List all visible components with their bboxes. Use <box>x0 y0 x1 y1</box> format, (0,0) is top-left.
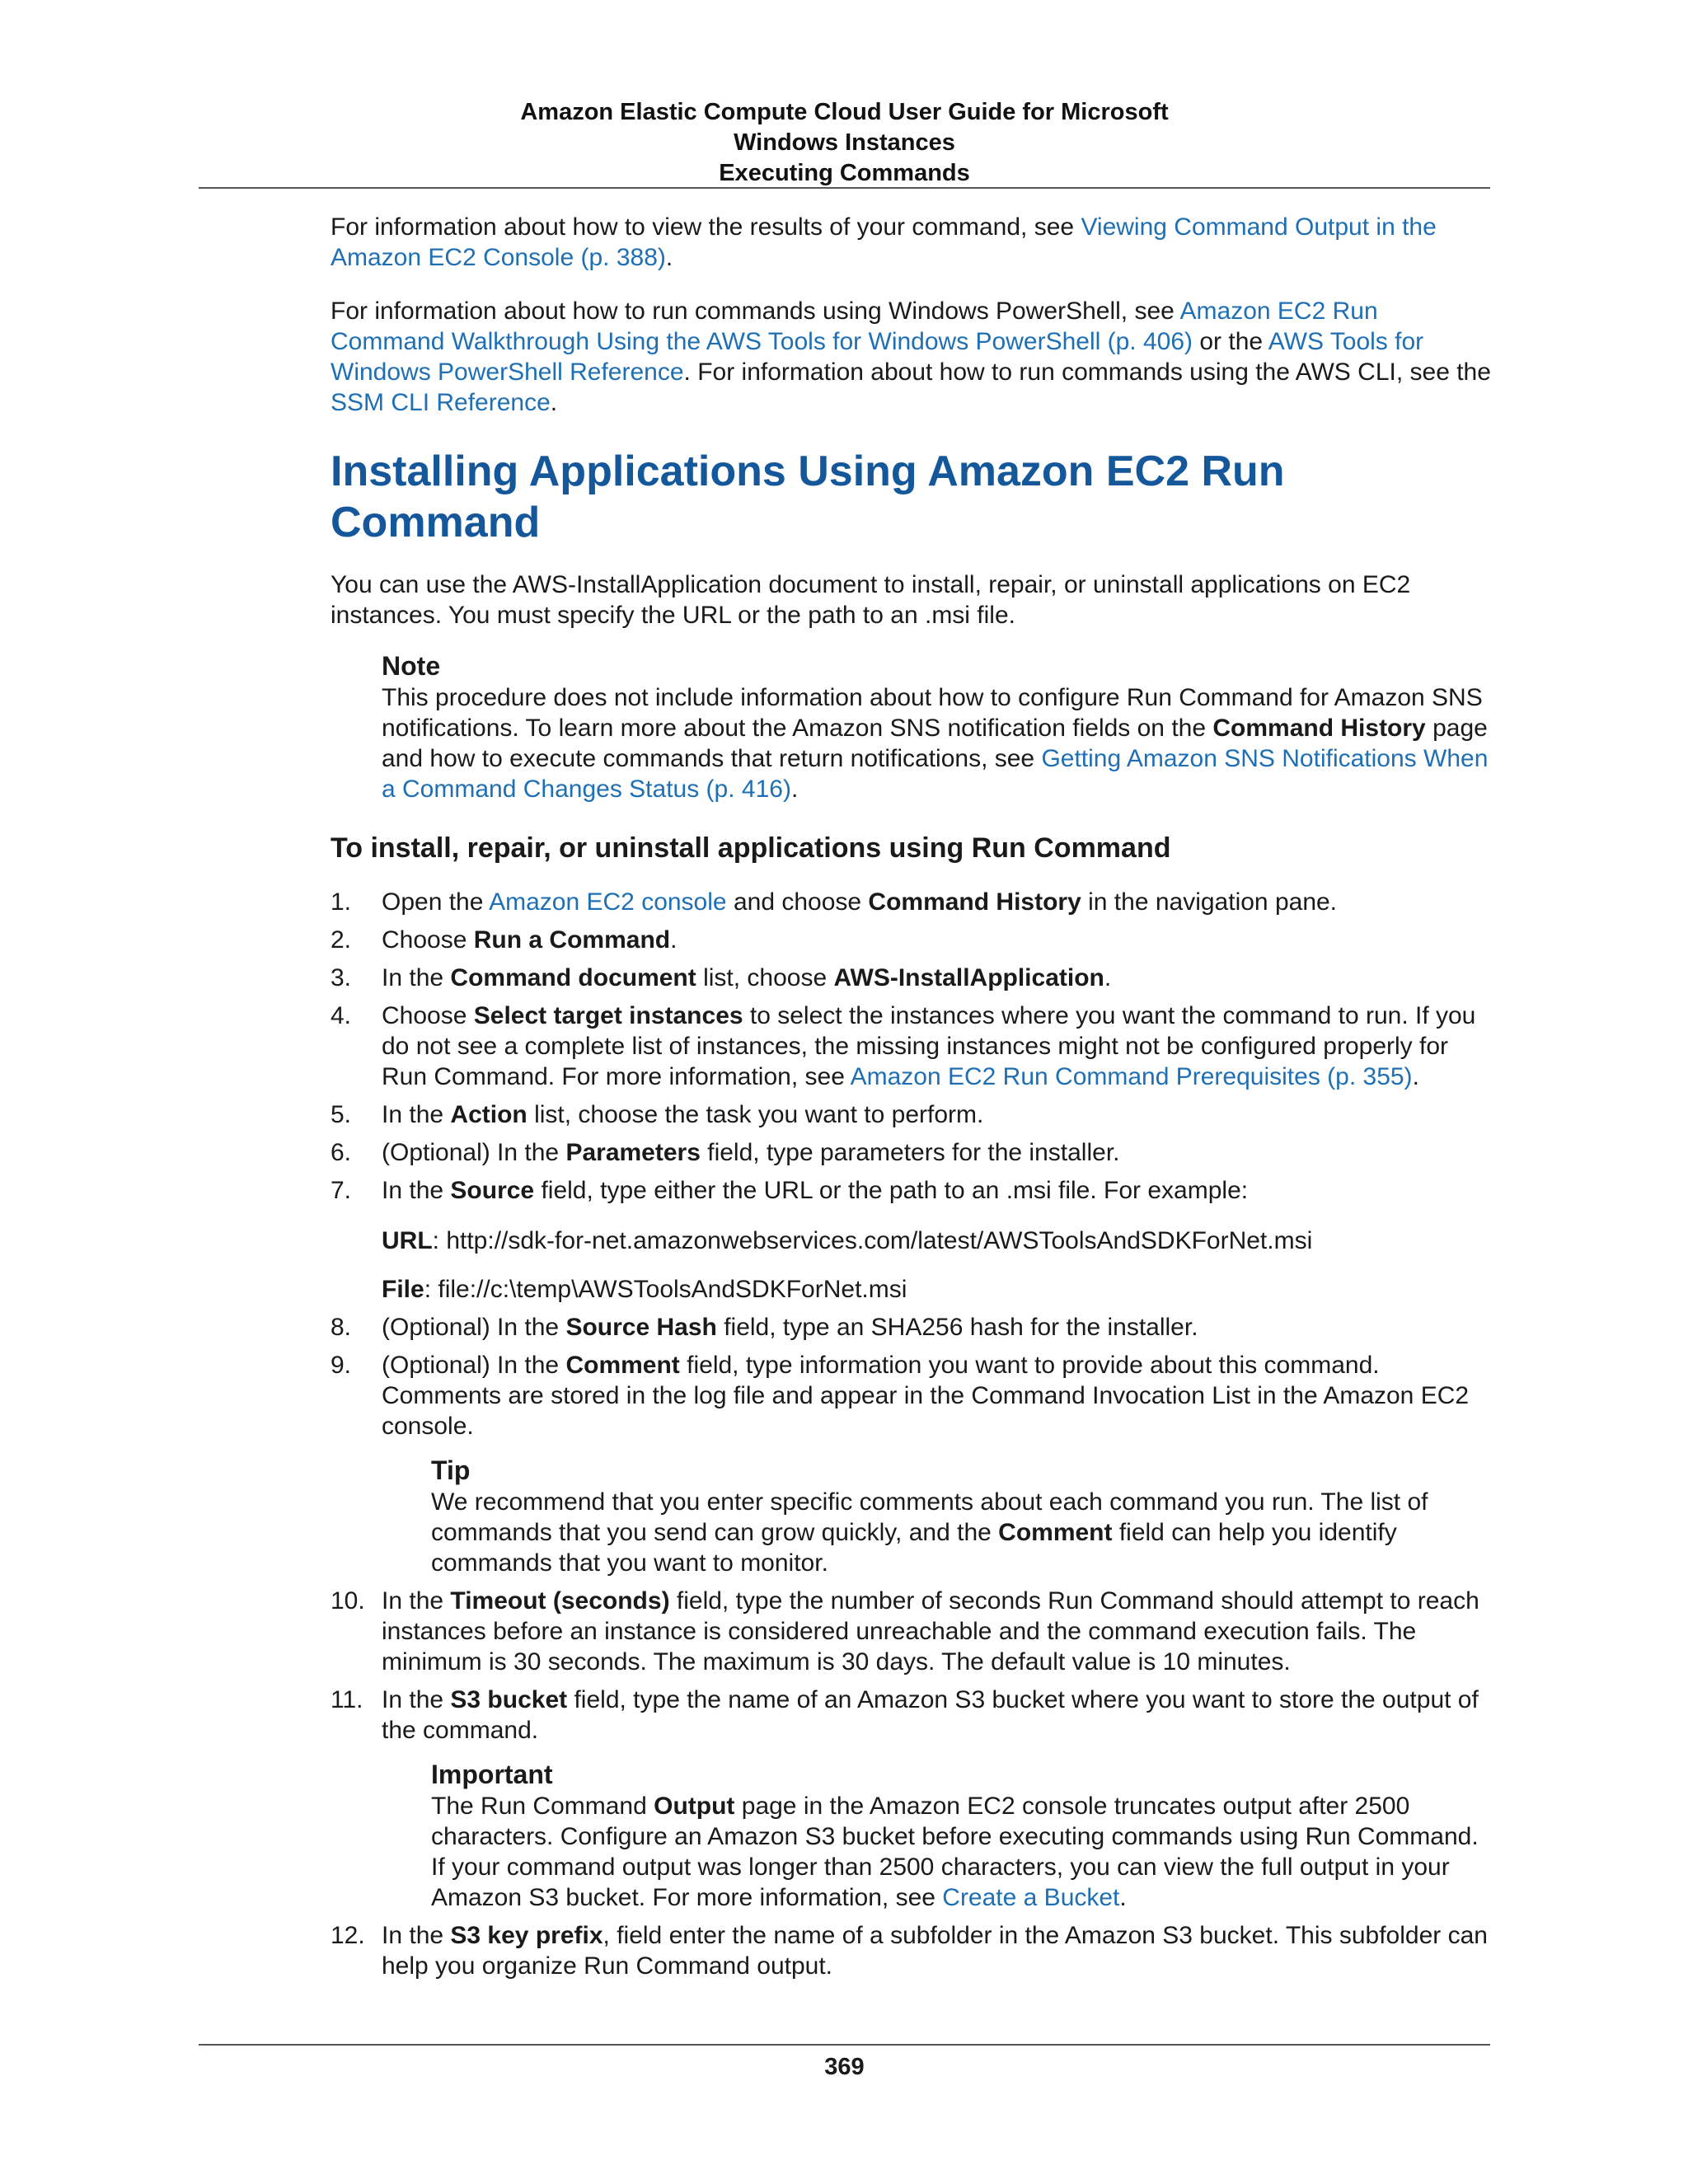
link-ec2-console[interactable]: Amazon EC2 console <box>489 888 727 916</box>
step-number: 9. <box>331 1352 352 1379</box>
step-number: 8. <box>331 1314 352 1341</box>
step-4 <box>331 1001 1493 1092</box>
section-body: You can use the AWS-InstallApplication document to install, repair, or uninstall applications on EC2 instances. You must specify the URL or the path to an .msi file. <box>331 571 1411 629</box>
important-text <box>431 1791 1493 1913</box>
step-number: 5. <box>331 1101 352 1128</box>
text: (Optional) In the <box>382 1314 566 1341</box>
text: Choose <box>382 926 474 954</box>
tip-box <box>431 1455 1493 1578</box>
bold-term: Command History <box>1212 715 1426 742</box>
text: . <box>790 776 799 803</box>
step-1 <box>331 887 1493 917</box>
text: (Optional) In the <box>382 1352 566 1379</box>
text: In the <box>382 1922 451 1949</box>
text: This procedure does not include information about how to configure Run Command for Amazon SNS notifications. To learn more about the Amazon SNS notification fields on the <box>382 684 1483 742</box>
header-guide-subtitle: Windows Instances <box>734 129 955 156</box>
step-number: 1. <box>331 888 352 916</box>
step-9 <box>331 1350 1493 1578</box>
text: field, type an SHA256 hash for the installer. <box>716 1314 1198 1341</box>
text: For information about how to view the results of your command, see <box>331 213 1081 241</box>
text: We recommend that you enter specific comments about each command you run. The list of commands that you send can grow quickly, and the <box>431 1488 1428 1546</box>
step-number: 11. <box>331 1686 363 1713</box>
text: to select the instances where you want the command to run. If you do not see a complete list of instances, the missing instances might not be configured properly for Run Command. For more information, see <box>382 1002 1476 1090</box>
text: In the <box>382 1587 451 1615</box>
bold-term: Command History <box>868 888 1081 916</box>
text: . <box>665 244 673 271</box>
text: field, type information you want to provide about this command. Comments are stored in the log file and appear in the Command Invocation List in the Amazon EC2 console. <box>382 1352 1470 1440</box>
text: . <box>1412 1063 1419 1090</box>
important-title: Important <box>431 1760 553 1789</box>
note-title: Note <box>382 651 441 681</box>
example-url <box>382 1226 1493 1256</box>
footer-rule <box>199 2044 1490 2046</box>
header-rule <box>199 187 1490 189</box>
text: For information about how to run commands using Windows PowerShell, see <box>331 298 1180 325</box>
text: . <box>550 389 558 416</box>
step-12 <box>331 1920 1493 1981</box>
text: : http://sdk-for-net.amazonwebservices.com/latest/AWSToolsAndSDKForNet.msi <box>432 1227 1313 1254</box>
running-header <box>199 97 1490 189</box>
bold-term: AWS-InstallApplication <box>833 964 1104 991</box>
text: list, choose <box>696 964 834 991</box>
text: . For information about how to run commands using the AWS CLI, see the <box>683 359 1491 386</box>
text: Open the <box>382 888 490 916</box>
text: The Run Command <box>431 1793 654 1820</box>
step-11 <box>331 1685 1493 1913</box>
step-10 <box>331 1586 1493 1677</box>
text: and choose <box>726 888 869 916</box>
text: or the <box>1193 328 1268 355</box>
procedure-steps <box>331 887 1493 1981</box>
text: In the <box>382 964 451 991</box>
step-7 <box>331 1175 1493 1305</box>
link-create-bucket[interactable]: Create a Bucket <box>942 1884 1120 1911</box>
text: page and how to execute commands that return notifications, see <box>382 715 1488 772</box>
example-file <box>382 1274 1493 1305</box>
step-number: 10. <box>331 1587 365 1615</box>
link-run-command-prerequisites[interactable]: Amazon EC2 Run Command Prerequisites (p. 355) <box>850 1063 1413 1090</box>
text: (Optional) In the <box>382 1139 566 1166</box>
tip-text <box>431 1487 1493 1578</box>
bold-term: File <box>382 1276 424 1303</box>
step-number: 4. <box>331 1002 352 1029</box>
link-powershell-walkthrough[interactable]: Amazon EC2 Run Command Walkthrough Using the AWS Tools for Windows PowerShell (p. 406) <box>331 298 1378 355</box>
important-box <box>431 1759 1493 1913</box>
link-powershell-reference[interactable]: AWS Tools for Windows PowerShell Reference <box>331 328 1424 386</box>
text: In the <box>382 1686 451 1713</box>
step-5 <box>331 1099 1493 1130</box>
link-viewing-command-output[interactable]: Viewing Command Output in the Amazon EC2 Console (p. 388) <box>331 213 1437 271</box>
text: : file://c:\temp\AWSToolsAndSDKForNet.msi <box>424 1276 907 1303</box>
note-box <box>382 650 1493 804</box>
step-3 <box>331 963 1493 993</box>
intro-paragraph-output <box>331 212 1493 273</box>
bold-term: S3 key prefix <box>450 1922 603 1949</box>
text: field, type the name of an Amazon S3 bucket where you want to store the output of the command. <box>382 1686 1479 1744</box>
tip-title: Tip <box>431 1455 471 1485</box>
text: . <box>1104 964 1112 991</box>
bold-term: Output <box>654 1793 735 1820</box>
step-number: 6. <box>331 1139 352 1166</box>
text: in the navigation pane. <box>1081 888 1338 916</box>
bold-term: Comment <box>998 1519 1113 1546</box>
note-text <box>382 682 1493 804</box>
text: field, type parameters for the installer. <box>700 1139 1120 1166</box>
bold-term: S3 bucket <box>450 1686 568 1713</box>
link-sns-notifications[interactable]: Getting Amazon SNS Notifications When a Command Changes Status (p. 416) <box>382 745 1489 803</box>
header-chapter: Executing Commands <box>719 160 970 186</box>
bold-term: Select target instances <box>473 1002 743 1029</box>
bold-term: Run a Command <box>473 926 671 954</box>
text: field, type the number of seconds Run Command should attempt to reach instances before an instance is considered unreachable and the command execution fails. The minimum is 30 seconds. The maximum is 30 days. The default value is 10 minutes. <box>382 1587 1479 1675</box>
text: field can help you identify commands that you want to monitor. <box>431 1519 1397 1577</box>
link-ssm-cli-reference[interactable]: SSM CLI Reference <box>331 389 551 416</box>
text: . <box>1119 1884 1127 1911</box>
bold-term: Source <box>450 1177 535 1204</box>
step-number: 7. <box>331 1177 352 1204</box>
step-2 <box>331 925 1493 955</box>
bold-term: Comment <box>565 1352 680 1379</box>
bold-term: Source Hash <box>565 1314 717 1341</box>
page-content <box>331 212 1493 1989</box>
step-8 <box>331 1312 1493 1343</box>
step-number: 3. <box>331 964 352 991</box>
text: In the <box>382 1177 451 1204</box>
bold-term: Command document <box>450 964 696 991</box>
bold-term: Action <box>450 1101 528 1128</box>
text: list, choose the task you want to perform. <box>527 1101 984 1128</box>
text: , field enter the name of a subfolder in the Amazon S3 bucket. This subfolder can help you organize Run Command output. <box>382 1922 1488 1980</box>
text: . <box>670 926 678 954</box>
section-title: Installing Applications Using Amazon EC2 Run Command <box>331 448 1285 546</box>
text: In the <box>382 1101 451 1128</box>
step-6 <box>331 1137 1493 1168</box>
header-guide-title: Amazon Elastic Compute Cloud User Guide for Microsoft <box>520 99 1169 125</box>
text: Choose <box>382 1002 474 1029</box>
step-number: 2. <box>331 926 352 954</box>
procedure-title: To install, repair, or uninstall applications using Run Command <box>331 832 1171 864</box>
text: field, type either the URL or the path to an .msi file. For example: <box>534 1177 1249 1204</box>
step-number: 12. <box>331 1922 365 1949</box>
bold-term: Parameters <box>565 1139 701 1166</box>
page-number: 369 <box>824 2054 865 2080</box>
intro-paragraph-powershell <box>331 296 1493 418</box>
bold-term: URL <box>382 1227 433 1254</box>
text: page in the Amazon EC2 console truncates output after 2500 characters. Configure an Amazon S3 bucket before executing commands using Run Command. If your command output was longer than 2500 characters, you can view the full output in your Amazon S3 bucket. For more information, see <box>431 1793 1479 1911</box>
bold-term: Timeout (seconds) <box>450 1587 670 1615</box>
